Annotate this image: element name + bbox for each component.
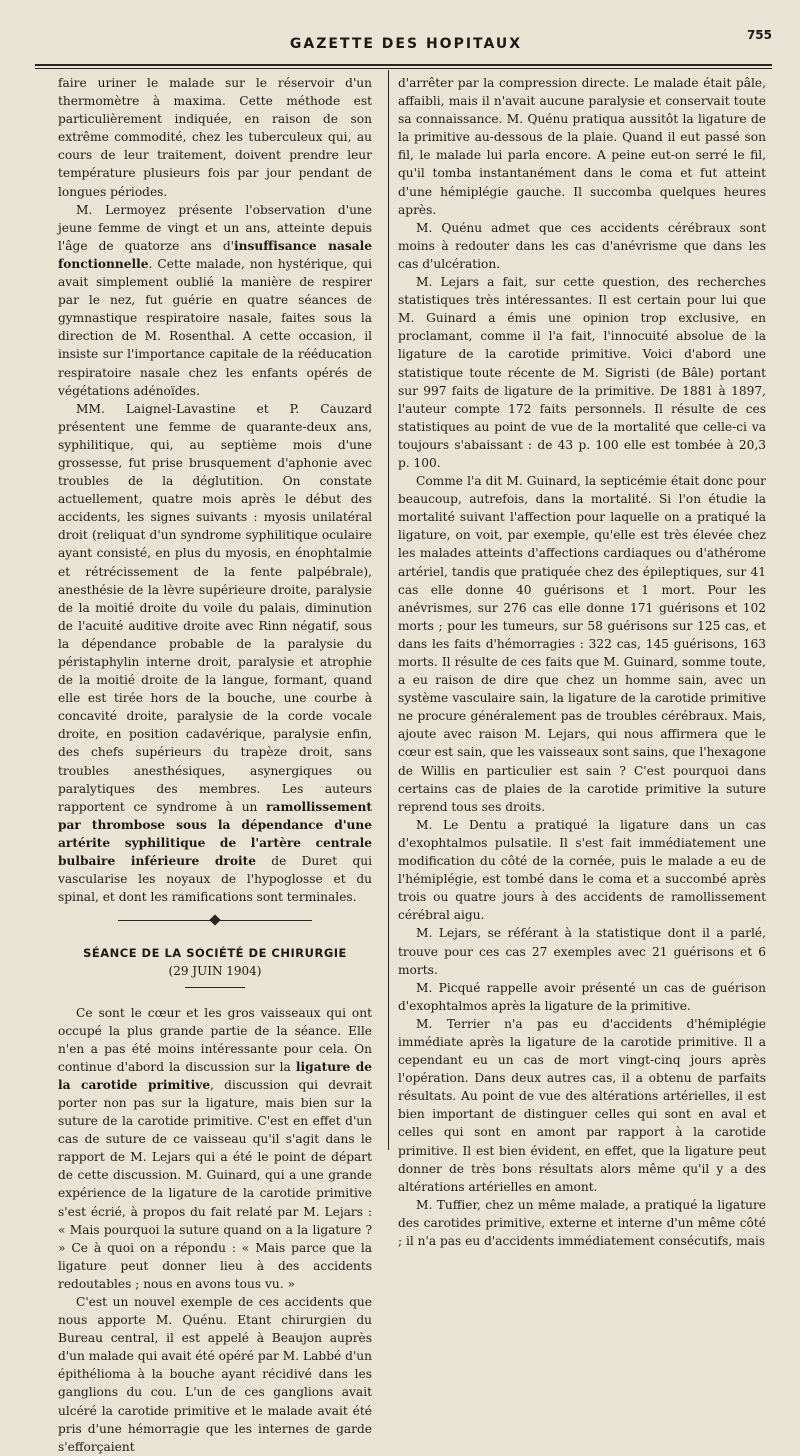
paragraph: [58, 1004, 372, 1294]
page-header: [40, 28, 772, 62]
text-run: , discussion qui devrait porter non pas sur la ligature, mais bien sur la suture de la carotide primitive. C'est en effet d'un cas de suture de ce vaisseau qu'il s'agit dans le rapport de M. Lejars qui a été le point de départ de cette discussion. M. Guinard, qui a une grande expérience de la ligature de la carotide primitive s'est écrié, à propos du fait relaté par M. Lejars : « Mais pourquoi la suture quand on a la ligature ? » Ce à quoi on a répondu : « Mais parce que la ligature peut donner lieu à des accidents redoutables ; nous en avons tous vu. »: [58, 1077, 372, 1291]
text-run: de Duret qui vascularise les noyaux de l'hypoglosse et du spinal, et dont les ramifications sont terminales.: [58, 854, 372, 905]
paragraph: M. Lejars a fait, sur cette question, des recherches statistiques très intéressantes. Il est certain pour lui que M. Guinard a émis une opinion trop exclusive, en proclamant, comme il l'a fait, l'innocuité absolue de la ligature de la carotide primitive. Voici d'abord une statistique toute récente de M. Sigristi (de Bâle) portant sur 997 faits de ligature de la primitive. De 1881 à 1897, l'auteur compte 172 faits personnels. Il résulte de ces statistiques au point de vue de la mortalité que celle-ci va toujours s'abaissant : de 43 p. 100 elle est tombée à 20,3 p. 100.: [398, 275, 766, 470]
paragraph: M. Tuffier, chez un même malade, a pratiqué la ligature des carotides primitive, externe et interne d'un même côté ; il n'a pas eu d'accidents immédiatement consécutifs, mais: [398, 1197, 766, 1248]
bold-term: ramollissement par thrombose sous la dépendance d'une artérite syphilitique de l'artère centrale bulbaire inférieure droite: [58, 799, 372, 869]
right-column: [398, 74, 766, 1250]
text-run: MM. Laignel-Lavastine et P. Cauzard présentent une femme de quarante-deux ans, syphilitique, qui, au septième mois d'une grossesse, fut prise brusquement d'aphonie avec troubles de la déglutition. On constate actuellement, quatre mois après le début des accidents, les signes suivants : myosis unilatéral droit (reliquat d'un syndrome syphilitique oculaire ayant consisté, en plus du myosis, en énophtalmie et rétrécissement de la fente palpébrale), anesthésie de la lèvre supérieure droite, paralysie de la moitié droite du voile du palais, diminution de l'acuité auditive droite avec Rinn négatif, sous la dépendance probable de la paralysie du péristaphylin interne droit, paralysie et atrophie de la moitié droite de la langue, formant, quand elle est tirée hors de la bouche, une courbe à concavité droite, paralysie de la corde vocale droite, en position cadavérique, paralysie enfin, des chefs supérieurs du trapèze droit, sans troubles anesthésiques, asynergiques ou paralytiques des membres. Les auteurs rapportent ce syndrome à un: [58, 401, 372, 814]
paragraph: [58, 400, 372, 907]
text-run: . Cette malade, non hystérique, qui avait simplement oublié la manière de respirer par le nez, fut guérie en quatre séances de gymnastique respiratoire nasale, faites sous la direction de M. Rosenthal. A cette occasion, il insiste sur l'importance capitale de la rééducation respiratoire nasale chez les enfants opérés de végétations adénoïdes.: [58, 256, 372, 398]
paragraph: C'est un nouvel exemple de ces accidents que nous apporte M. Quénu. Etant chirurgien du Bureau central, il est appelé à Beaujon auprès d'un malade qui avait été opéré par M. Labbé d'un épithélioma à la bouche ayant récidivé dans les ganglions du cou. L'un de ces ganglions avait ulcéré la carotide primitive et le malade avait été pris d'une hémorragie que les internes de garde s'efforçaient: [58, 1295, 372, 1454]
text-run: Ce sont le cœur et les gros vaisseaux qui ont occupé la plus grande partie de la séance. Elle n'en a pas été moins intéressante pour cela. On continue d'abord la discussion sur la: [58, 1005, 372, 1074]
column-divider: [388, 70, 389, 1150]
paragraph: M. Quénu admet que ces accidents cérébraux sont moins à redouter dans les cas d'anévrisme que dans les cas d'ulcération.: [398, 220, 766, 271]
section-title: SÉANCE DE LA SOCIÉTÉ DE CHIRURGIE: [83, 946, 347, 961]
paragraph: d'arrêter par la compression directe. Le malade était pâle, affaibli, mais il n'avait aucune paralysie et conservait toute sa connaissance. M. Quénu pratiqua aussitôt la ligature de la primitive au-dessous de la plaie. Quand il eut passé son fil, le malade lui parla encore. A peine eut-on serré le fil, qu'il tomba instantanément dans le coma et fut atteint d'une hémiplégie gauche. Il succomba quelques heures après.: [398, 76, 766, 217]
journal-title: GAZETTE DES HOPITAUX: [289, 36, 523, 52]
header-rule: [35, 64, 772, 66]
paragraph: M. Picqué rappelle avoir présenté un cas de guérison d'exophtalmos après la ligature de la primitive.: [398, 980, 766, 1013]
paragraph: M. Lejars, se référant à la statistique dont il a parlé, trouve pour ces cas 27 exemples avec 21 guérisons et 6 morts.: [398, 926, 766, 977]
paragraph: faire uriner le malade sur le réservoir d'un thermomètre à maxima. Cette méthode est particulièrement indiquée, en raison de son extrême commodité, chez les tuberculeux qui, au cours de leur traitement, doivent prendre leur température plusieurs fois par jour pendant de longues périodes.: [58, 76, 372, 199]
left-column: [58, 74, 372, 1456]
paragraph: M. Le Dentu a pratiqué la ligature dans un cas d'exophtalmos pulsatile. Il s'est fait immédiatement une modification du côté de la cornée, puis le malade a eu de l'hémiplégie, est tombé dans le coma et a succombé après trois ou quatre jours à des accidents de ramollissement cérébral aigu.: [398, 817, 766, 923]
paragraph: M. Terrier n'a pas eu d'accidents d'hémiplégie immédiate après la ligature de la carotide primitive. Il a cependant eu un cas de mort vingt-cinq jours après l'opération. Dans deux autres cas, il a obtenu de parfaits résultats. Au point de vue des altérations artérielles, il est bien important de distinguer celles qui sont en aval et celles qui sont en amont par rapport à la carotide primitive. Il est bien évident, en effet, que la ligature peut donner de très bons résultats alors même qu'il y a des altérations artérielles en amont.: [398, 1016, 766, 1194]
section-ornament: [58, 916, 372, 926]
section-rule: [185, 987, 245, 988]
bold-term: ligature de la carotide primitive: [58, 1059, 372, 1092]
paragraph: Comme l'a dit M. Guinard, la septicémie était donc pour beaucoup, autrefois, dans la mortalité. Si l'on étudie la mortalité suivant l'affection pour laquelle on a pratiqué la ligature, on voit, par exemple, qu'elle est très élevée chez les malades atteints d'affections cardiaques ou d'athérome artériel, tandis que pratiquée chez des épileptiques, sur 41 cas elle donne 40 guérisons et 1 mort. Pour les anévrismes, sur 276 cas elle donne 171 guérisons et 102 morts ; pour les tumeurs, sur 58 guérisons sur 125 cas, et dans les faits d'hémorragies : 322 cas, 145 guérisons, 163 morts. Il résulte de ces faits que M. Guinard, somme toute, a eu raison de dire que chez un homme sain, avec un système vasculaire sain, la ligature de la carotide primitive ne procure généralement pas de troubles cérébraux. Mais, ajoute avec raison M. Lejars, qui nous affirmera que le cœur est sain, que les vaisseaux sont sains, que l'hexagone de Willis en particulier est sain ? C'est pourquoi dans certains cas de plaies de la carotide primitive la suture reprend tous ses droits.: [398, 474, 766, 814]
header-rule-thin: [35, 68, 772, 69]
page-number: 755: [746, 28, 772, 42]
bold-term: insuffisance nasale fonctionnelle: [58, 238, 372, 271]
ornament-diamond-icon: [209, 915, 220, 926]
section-date: (29 JUIN 1904): [168, 964, 262, 979]
text-run: M. Lermoyez présente l'observation d'une jeune femme de vingt et un ans, atteinte depuis l'âge de quatorze ans d': [58, 202, 372, 253]
paragraph: [58, 201, 372, 400]
